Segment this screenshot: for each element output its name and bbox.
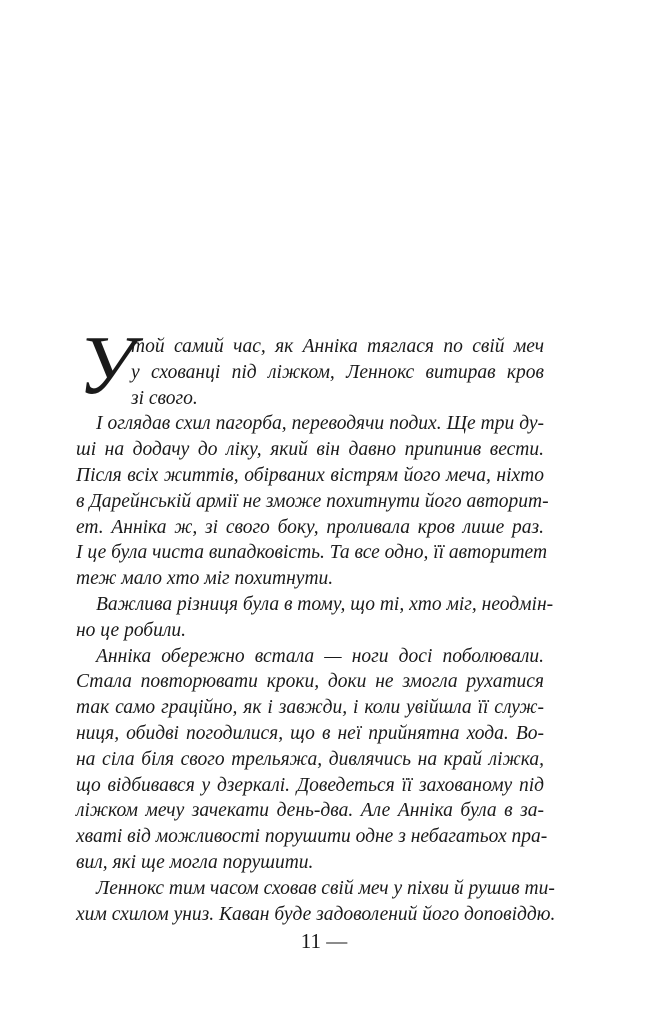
text-line: що відбивався у дзеркалі. Доведеться її захованому під xyxy=(76,774,544,796)
text-line: І це була чиста випадковість. Та все одно, її авторитет xyxy=(76,542,548,564)
text-line: у схованці під ліжком, Леннокс витирав кров xyxy=(131,361,544,383)
text-line: ліжком мечу зачекати день-два. Але Анніка була в за- xyxy=(76,800,544,822)
text-line: Леннокс тим часом сховав свій меч у піхви й рушив ти- xyxy=(96,877,555,899)
text-line: І оглядав схил пагорба, переводячи подих. Ще три ду- xyxy=(96,413,544,435)
text-line: Після всіх життів, обірваних вістрям його меча, ніхто xyxy=(76,464,544,486)
text-line: зі свого. xyxy=(131,387,198,409)
drop-cap: У xyxy=(78,319,135,412)
text-line: так само граційно, як і завжди, і коли увійшла її служ- xyxy=(76,697,544,719)
text-line: но це робили. xyxy=(76,619,186,641)
text-line: Важлива різниця була в тому, що ті, хто міг, неодмін- xyxy=(96,593,554,615)
text-line: хим схилом униз. Каван буде задоволений його доповіддю. xyxy=(76,903,556,925)
page-number: 11 — xyxy=(300,929,348,953)
text-line: вил, які ще могла порушити. xyxy=(76,851,314,873)
body-text xyxy=(76,334,556,927)
text-line: Анніка обережно встала — ноги досі поболювали. xyxy=(96,645,544,667)
text-line: той самий час, як Анніка тяглася по свій меч xyxy=(131,336,544,357)
text-line: Стала повторювати кроки, доки не змогла рухатися xyxy=(76,671,544,693)
text-line: ниця, обидві погодилися, що в неї прийнятна хода. Во- xyxy=(76,722,544,744)
text-line: в Дарейнській армії не зможе похитнути його авторит- xyxy=(76,490,549,512)
text-line: на сіла біля свого трельяжа, дивлячись на край ліжка, xyxy=(76,748,544,770)
text-line: ші на додачу до ліку, який він давно припинив вести. xyxy=(76,439,544,461)
text-line: теж мало хто міг похитнути. xyxy=(76,568,334,590)
text-line: ет. Анніка ж, зі свого боку, проливала кров лише раз. xyxy=(76,516,544,538)
text-line: хваті від можливості порушити одне з небагатьох пра- xyxy=(76,826,548,848)
